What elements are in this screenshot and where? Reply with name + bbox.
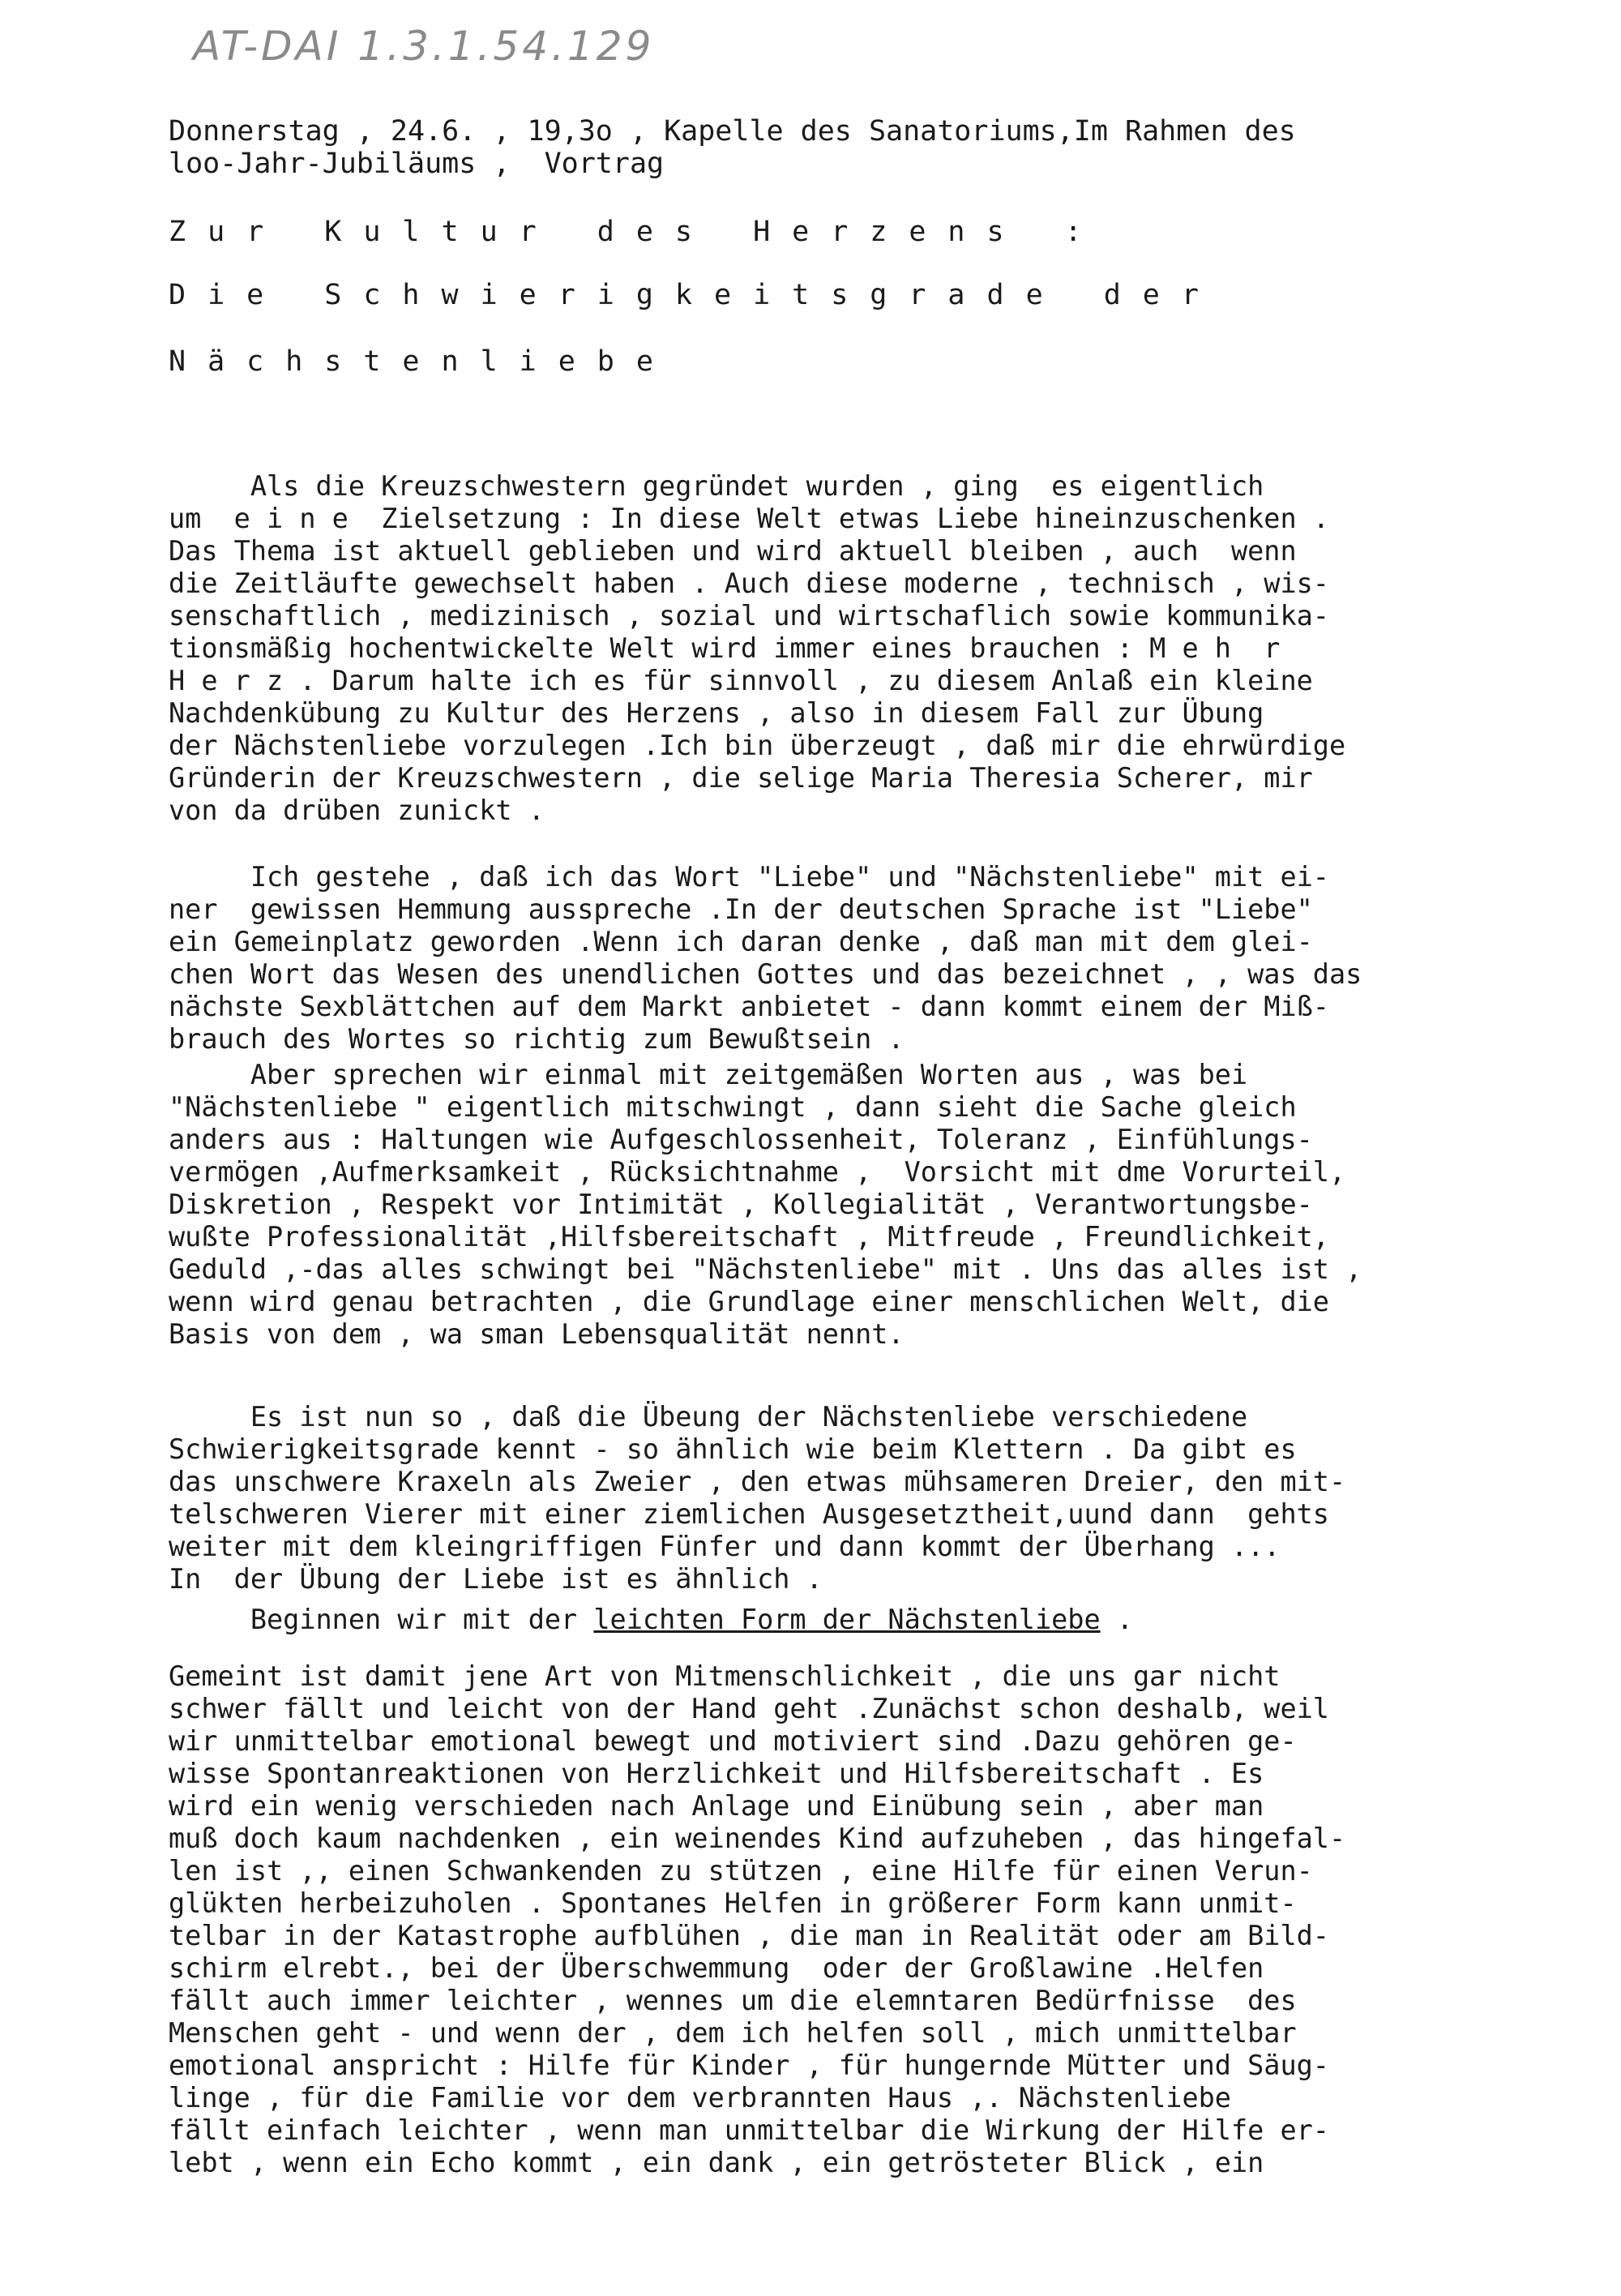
title-line-3: Nächstenliebe	[169, 345, 675, 378]
paragraph-founding: Als die Kreuzschwestern gegründet wurden , ging es eigentlich um e i n e Zielsetzung : In diese Welt etwas Liebe hineinzuschenken . Das Thema ist aktuell geblieben und wird aktuell bleiben , auch wenn die Zeitläufte gewechselt haben . Auch diese moderne , technisch , wis- senschaftlich , medizinisch , sozial und wirtschaflich sowie kommunika- tionsmäßig hochentwickelte Welt wird immer eines brauchen : M e h r H e r z . Darum halte ich es für sinnvoll , zu diesem Anlaß ein kleine Nachdenkübung zu Kultur des Herzens , also in diesem Fall zur Übung der Nächstenliebe vorzulegen .Ich bin überzeugt , daß mir die ehrwürdige Gründerin der Kreuzschwestern , die selige Maria Theresia Scherer, mir von da drüben zunickt .	[169, 470, 1346, 826]
underlined-heading: leichten Form der Nächstenliebe	[593, 1604, 1101, 1635]
paragraph-word-liebe: Ich gestehe , daß ich das Wort "Liebe" und "Nächstenliebe" mit ei- ner gewissen Hemmung ausspreche .In der deutschen Sprache ist "Liebe" ein Gemeinplatz geworden .Wenn ich daran denke , daß man mit dem glei- chen Wort das Wesen des unendlichen Gottes und das bezeichnet , , was das nächste Sexblättchen auf dem Markt anbietet - dann kommt einem der Miß- brauch des Wortes so richtig zum Bewußtsein .	[169, 861, 1362, 1055]
title-line-1: Zur Kultur des Herzens :	[169, 216, 1104, 248]
paragraph-easy-form-intro	[169, 1604, 1595, 1636]
paragraph-easy-form: Gemeint ist damit jene Art von Mitmenschlichkeit , die uns gar nicht schwer fällt und leicht von der Hand geht .Zunächst schon deshalb, weil wir unmittelbar emotional bewegt und motiviert sind .Dazu gehören ge- wisse Spontanreaktionen von Herzlichkeit und Hilfsbereitschaft . Es wird ein wenig verschieden nach Anlage und Einübung sein , aber man muß doch kaum nachdenken , ein weinendes Kind aufzuheben , das hingefal- len ist ,, einen Schwankenden zu stützen , eine Hilfe für einen Verun- glükten herbeizuholen . Spontanes Helfen in größerer Form kann unmit- telbar in der Katastrophe aufblühen , die man in Realität oder am Bild- schirm elrebt., bei der Überschwemmung oder der Großlawine .Helfen fällt auch immer leichter , wennes um die elemntaren Bedürfnisse des Menschen geht - und wenn der , dem ich helfen soll , mich unmittelbar emotional anspricht : Hilfe für Kinder , für hungernde Mütter und Säug- linge , für die Familie vor dem verbrannten Haus ,. Nächstenliebe fällt einfach leichter , wenn man unmittelbar die Wirkung der Hilfe er- lebt , wenn ein Echo kommt , ein dank , ein getrösteter Blick , ein	[169, 1660, 1346, 2178]
paragraph-difficulty-grades: Es ist nun so , daß die Übeung der Nächstenliebe verschiedene Schwierigkeitsgrade kennt - so ähnlich wie beim Klettern . Da gibt es das unschwere Kraxeln als Zweier , den etwas mühsameren Dreier, den mit- telschweren Vierer mit einer ziemlichen Ausgesetztheit,uund dann gehts weiter mit dem kleingriffigen Fünfer und dann kommt der Überhang ... In der Übung der Liebe ist es ähnlich .	[169, 1401, 1346, 1595]
title-line-2: Die Schwierigkeitsgrade der	[169, 279, 1221, 311]
paragraph-modern-words: Aber sprechen wir einmal mit zeitgemäßen Worten aus , was bei "Nächstenliebe " eigentlich mitschwingt , dann sieht die Sache gleich anders aus : Haltungen wie Aufgeschlossenheit, Toleranz , Einfühlungs- vermögen ,Aufmerksamkeit , Rücksichtnahme , Vorsicht mit dme Vorurteil, Diskretion , Respekt vor Intimität , Kollegialität , Verantwortungsbe- wußte Professionalität ,Hilfsbereitschaft , Mitfreude , Freundlichkeit, Geduld ,-das alles schwingt bei "Nächstenliebe" mit . Uns das alles ist , wenn wird genau betrachten , die Grundlage einer menschlichen Welt, die Basis von dem , wa sman Lebensqualität nennt.	[169, 1059, 1362, 1350]
intro-text: Beginnen wir mit der	[169, 1604, 594, 1635]
archive-signature: AT-DAI 1.3.1.54.129	[193, 23, 655, 70]
intro-end: .	[1100, 1604, 1133, 1635]
event-header: Donnerstag , 24.6. , 19,3o , Kapelle des Sanatoriums,Im Rahmen des loo-Jahr-Jubiläums , Vortrag	[169, 115, 1296, 180]
